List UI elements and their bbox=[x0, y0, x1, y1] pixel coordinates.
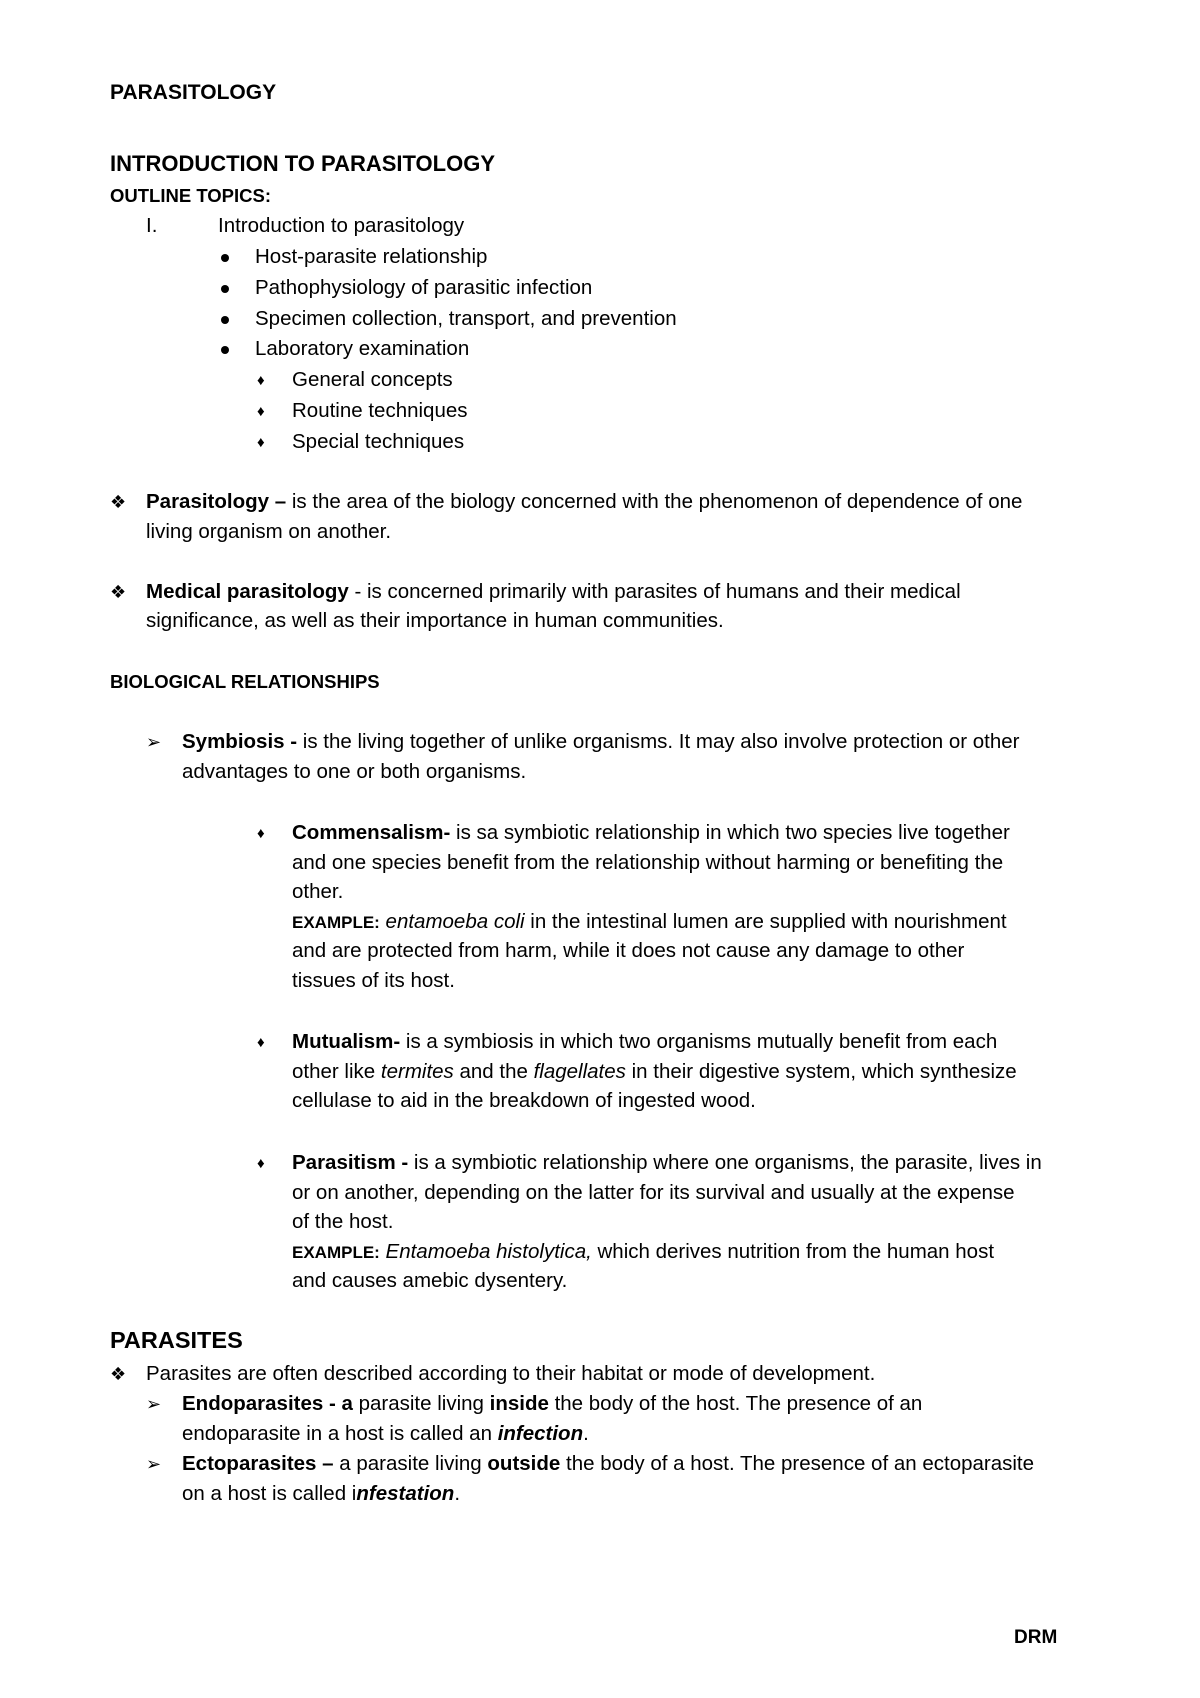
commensalism-definition bbox=[292, 823, 1010, 844]
diamond-icon: ♦ bbox=[257, 1034, 265, 1051]
text-segment: endoparasite in a host is called an bbox=[182, 1422, 498, 1445]
text-segment: a parasite living bbox=[333, 1452, 488, 1475]
definition-text: is a symbiosis in which two organisms mutually benefit from each bbox=[400, 1030, 998, 1053]
diamond-icon: ♦ bbox=[257, 1155, 265, 1172]
organism-name: termites bbox=[380, 1060, 454, 1083]
definition-term: Commensalism- bbox=[292, 821, 451, 844]
emphasis: nfestation bbox=[356, 1482, 455, 1505]
organism-name: entamoeba coli bbox=[379, 910, 525, 933]
diamond-icon: ♦ bbox=[257, 434, 265, 451]
sparkle-icon: ❖ bbox=[110, 492, 127, 512]
section-heading: PARASITES bbox=[110, 1327, 243, 1353]
example-label: EXAMPLE: bbox=[292, 1243, 380, 1262]
text-segment: the body of a host. The presence of an ectoparasite bbox=[560, 1452, 1035, 1475]
definition-text-continued: and are protected from harm, while it does not cause any damage to other bbox=[292, 939, 965, 962]
arrow-icon: ➢ bbox=[146, 1454, 162, 1474]
text-segment: on a host is called i bbox=[182, 1482, 357, 1505]
symbiosis-definition bbox=[182, 732, 1019, 753]
definition-text: is the living together of unlike organisms. It may also involve protection or other bbox=[297, 730, 1020, 753]
definition-text-continued bbox=[292, 1062, 1017, 1083]
diamond-icon: ♦ bbox=[257, 403, 265, 420]
text-segment: . bbox=[583, 1422, 589, 1445]
definition-term: Symbiosis - bbox=[182, 730, 298, 753]
definition-text-continued: or on another, depending on the latter for its survival and usually at the expense bbox=[292, 1181, 1015, 1204]
bullet-icon bbox=[221, 346, 229, 354]
outline-bullet: Host-parasite relationship bbox=[255, 245, 488, 268]
outline-sub-bullet: Routine techniques bbox=[292, 399, 468, 422]
parasites-intro: Parasites are often described according to their habitat or mode of development. bbox=[146, 1362, 876, 1385]
definition-text-continued: other. bbox=[292, 880, 344, 903]
text-segment: . bbox=[454, 1482, 461, 1505]
emphasis: outside bbox=[487, 1452, 561, 1475]
definition-text-continued bbox=[182, 1424, 589, 1445]
parasitology-definition bbox=[146, 492, 1022, 513]
definition-term: Parasitology – bbox=[146, 490, 287, 513]
definition-text-continued: of the host. bbox=[292, 1210, 394, 1233]
outline-sub-bullet: Special techniques bbox=[292, 430, 465, 453]
example-label: EXAMPLE: bbox=[292, 913, 380, 932]
ectoparasites-definition bbox=[182, 1454, 1034, 1475]
text-segment: the body of the host. The presence of an bbox=[548, 1392, 923, 1415]
section-heading: BIOLOGICAL RELATIONSHIPS bbox=[110, 671, 380, 692]
outline-bullet: Pathophysiology of parasitic infection bbox=[255, 276, 593, 299]
footer-initials: DRM bbox=[1014, 1627, 1058, 1648]
arrow-icon: ➢ bbox=[146, 1394, 162, 1414]
example-line bbox=[292, 1242, 994, 1263]
definition-text-continued: advantages to one or both organisms. bbox=[182, 760, 527, 783]
parasitism-definition bbox=[292, 1153, 1042, 1174]
sparkle-icon: ❖ bbox=[110, 582, 127, 602]
mutualism-definition bbox=[292, 1032, 997, 1053]
document-title: PARASITOLOGY bbox=[110, 81, 277, 104]
definition-text-continued bbox=[182, 1484, 460, 1505]
outline-bullet: Laboratory examination bbox=[255, 337, 470, 360]
emphasis: inside bbox=[489, 1392, 549, 1415]
example-line bbox=[292, 912, 1007, 933]
section-title: INTRODUCTION TO PARASITOLOGY bbox=[110, 151, 496, 176]
endoparasites-definition bbox=[182, 1394, 922, 1415]
definition-text-continued: and one species benefit from the relationship without harming or benefiting the bbox=[292, 851, 1004, 874]
definition-term: Endoparasites - a bbox=[182, 1392, 353, 1415]
definition-term: Ectoparasites – bbox=[182, 1452, 334, 1475]
example-text: which derives nutrition from the human host bbox=[591, 1240, 995, 1263]
definition-text-continued: tissues of its host. bbox=[292, 969, 455, 992]
definition-text-continued: significance, as well as their importance in human communities. bbox=[146, 609, 724, 632]
organism-name: Entamoeba histolytica, bbox=[379, 1240, 592, 1263]
outline-label: OUTLINE TOPICS: bbox=[110, 185, 272, 206]
definition-text: is a symbiotic relationship where one organisms, the parasite, lives in bbox=[408, 1151, 1042, 1174]
bullet-icon bbox=[221, 316, 229, 324]
medical-parasitology-definition bbox=[146, 582, 961, 603]
arrow-icon: ➢ bbox=[146, 732, 162, 752]
outline-bullet: Specimen collection, transport, and prevention bbox=[255, 307, 677, 330]
definition-text-continued: and causes amebic dysentery. bbox=[292, 1269, 568, 1292]
organism-name: flagellates bbox=[533, 1060, 626, 1083]
text-segment: parasite living bbox=[352, 1392, 490, 1415]
definition-term: Parasitism - bbox=[292, 1151, 409, 1174]
definition-text: is the area of the biology concerned with the phenomenon of dependence of one bbox=[286, 490, 1023, 513]
diamond-icon: ♦ bbox=[257, 825, 265, 842]
bullet-icon bbox=[221, 285, 229, 293]
definition-text: is sa symbiotic relationship in which two species live together bbox=[450, 821, 1010, 844]
definition-term: Medical parasitology bbox=[146, 580, 349, 603]
definition-text-continued: cellulase to aid in the breakdown of ingested wood. bbox=[292, 1089, 756, 1112]
outline-sub-bullet: General concepts bbox=[292, 368, 453, 391]
outline-item: Introduction to parasitology bbox=[218, 214, 465, 237]
text-segment: and the bbox=[453, 1060, 534, 1083]
definition-term: Mutualism- bbox=[292, 1030, 401, 1053]
outline-numeral: I. bbox=[146, 214, 158, 237]
definition-text: - is concerned primarily with parasites of humans and their medical bbox=[348, 580, 961, 603]
example-text: in the intestinal lumen are supplied with nourishment bbox=[524, 910, 1007, 933]
text-segment: in their digestive system, which synthesize bbox=[625, 1060, 1017, 1083]
diamond-icon: ♦ bbox=[257, 372, 265, 389]
text-segment: other like bbox=[292, 1060, 381, 1083]
sparkle-icon: ❖ bbox=[110, 1364, 127, 1384]
bullet-icon bbox=[221, 254, 229, 262]
emphasis: infection bbox=[497, 1422, 584, 1445]
definition-text-continued: living organism on another. bbox=[146, 520, 392, 543]
